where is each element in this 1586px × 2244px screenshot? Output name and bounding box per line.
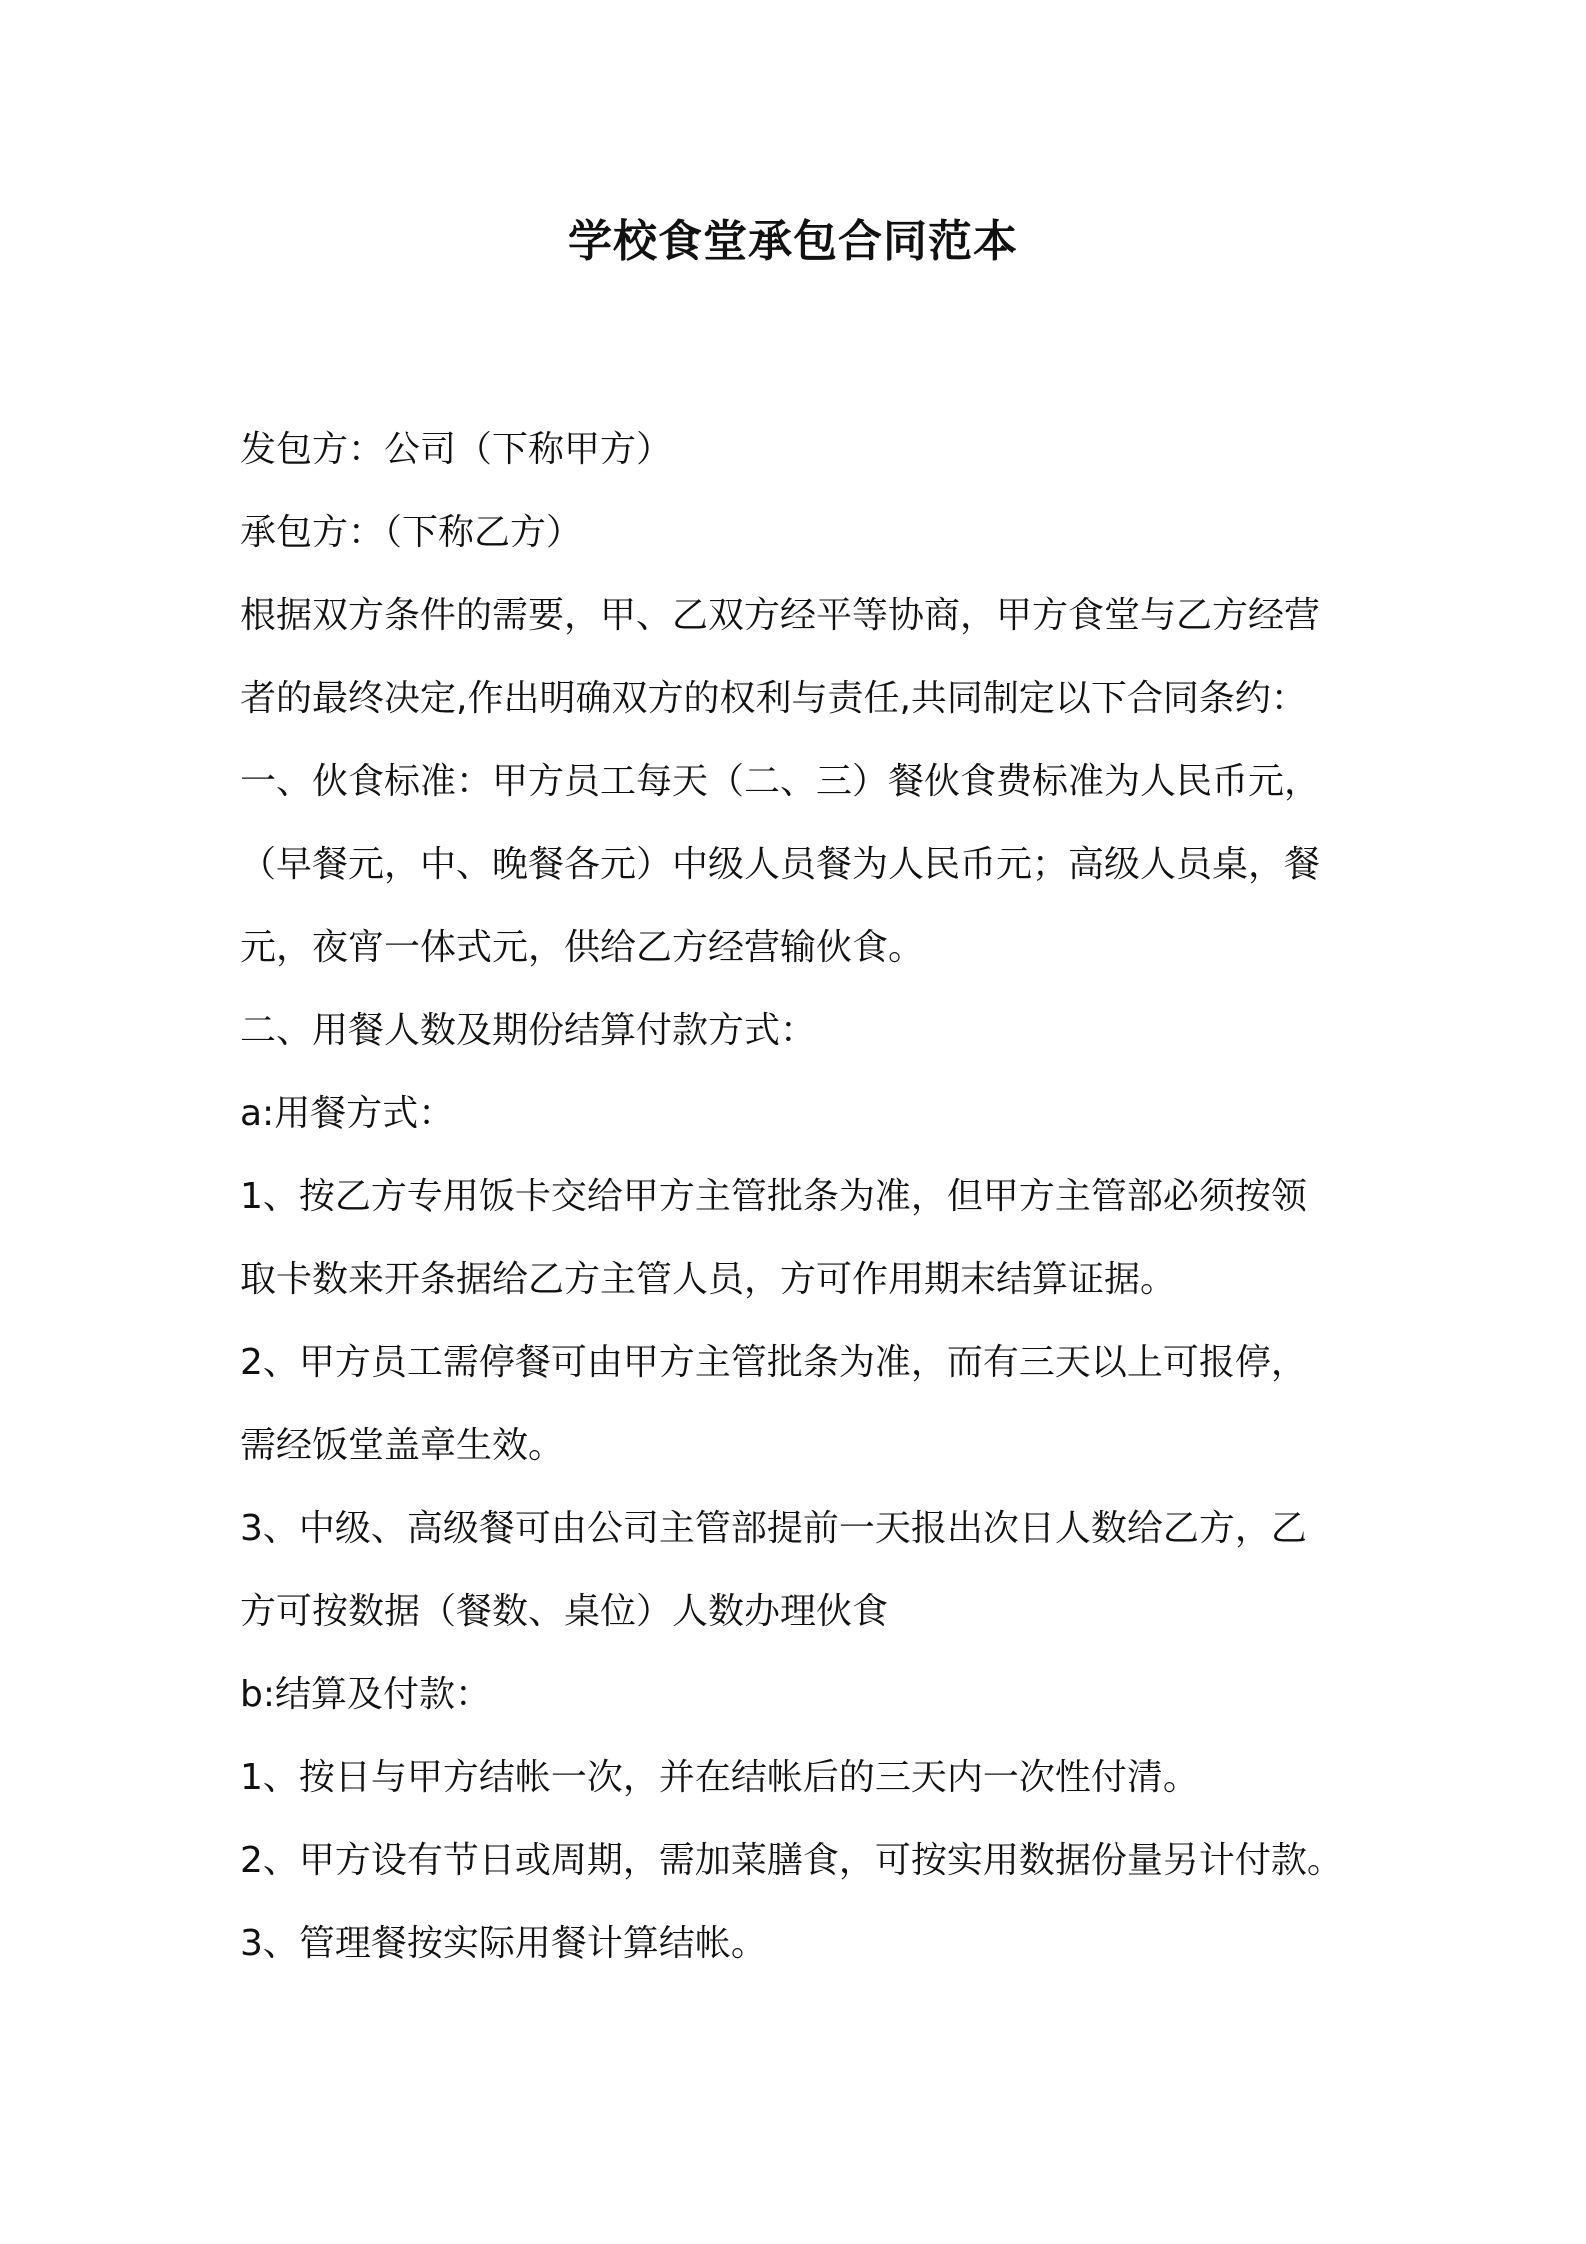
section-1-line-2: （早餐元，中、晚餐各元）中级人员餐为人民币元；高级人员桌，餐 [240,844,1321,885]
clause-a3-line-2: 方可按数据（餐数、桌位）人数办理伙食 [240,1591,889,1632]
clause-a1-line-1: 1、按乙方专用饭卡交给甲方主管批条为准，但甲方主管部必须按领 [240,1176,1307,1217]
clause-b2: 2、甲方设有节日或周期，需加菜膳食，可按实用数据份量另计付款。 [240,1840,1343,1881]
document-title: 学校食堂承包合同范本 [568,216,1018,267]
party-b-line: 承包方：（下称乙方） [240,512,583,553]
preamble-line-1: 根据双方条件的需要，甲、乙双方经平等协商，甲方食堂与乙方经营 [240,595,1321,636]
clause-a2-line-1: 2、甲方员工需停餐可由甲方主管批条为准，而有三天以上可报停， [240,1342,1307,1383]
clause-a3-line-1: 3、中级、高级餐可由公司主管部提前一天报出次日人数给乙方，乙 [240,1508,1307,1549]
subsection-a-heading: a:用餐方式： [240,1093,455,1134]
section-1-line-1: 一、伙食标准：甲方员工每天（二、三）餐伙食费标准为人民币元， [240,761,1321,802]
subsection-b-heading: b:结算及付款： [240,1674,491,1715]
section-1-line-3: 元，夜宵一体式元，供给乙方经营输伙食。 [240,927,925,968]
document-body [240,408,1360,1985]
clause-a2-line-2: 需经饭堂盖章生效。 [240,1425,565,1466]
preamble-line-2: 者的最终决定,作出明确双方的权利与责任,共同制定以下合同条约： [240,678,1307,719]
party-a-line: 发包方：公司（下称甲方） [240,429,673,470]
clause-a1-line-2: 取卡数来开条据给乙方主管人员，方可作用期末结算证据。 [240,1259,1177,1300]
section-2-heading: 二、用餐人数及期份结算付款方式： [240,1010,817,1051]
clause-b3: 3、管理餐按实际用餐计算结帐。 [240,1923,767,1964]
clause-b1: 1、按日与甲方结帐一次，并在结帐后的三天内一次性付清。 [240,1757,1199,1798]
